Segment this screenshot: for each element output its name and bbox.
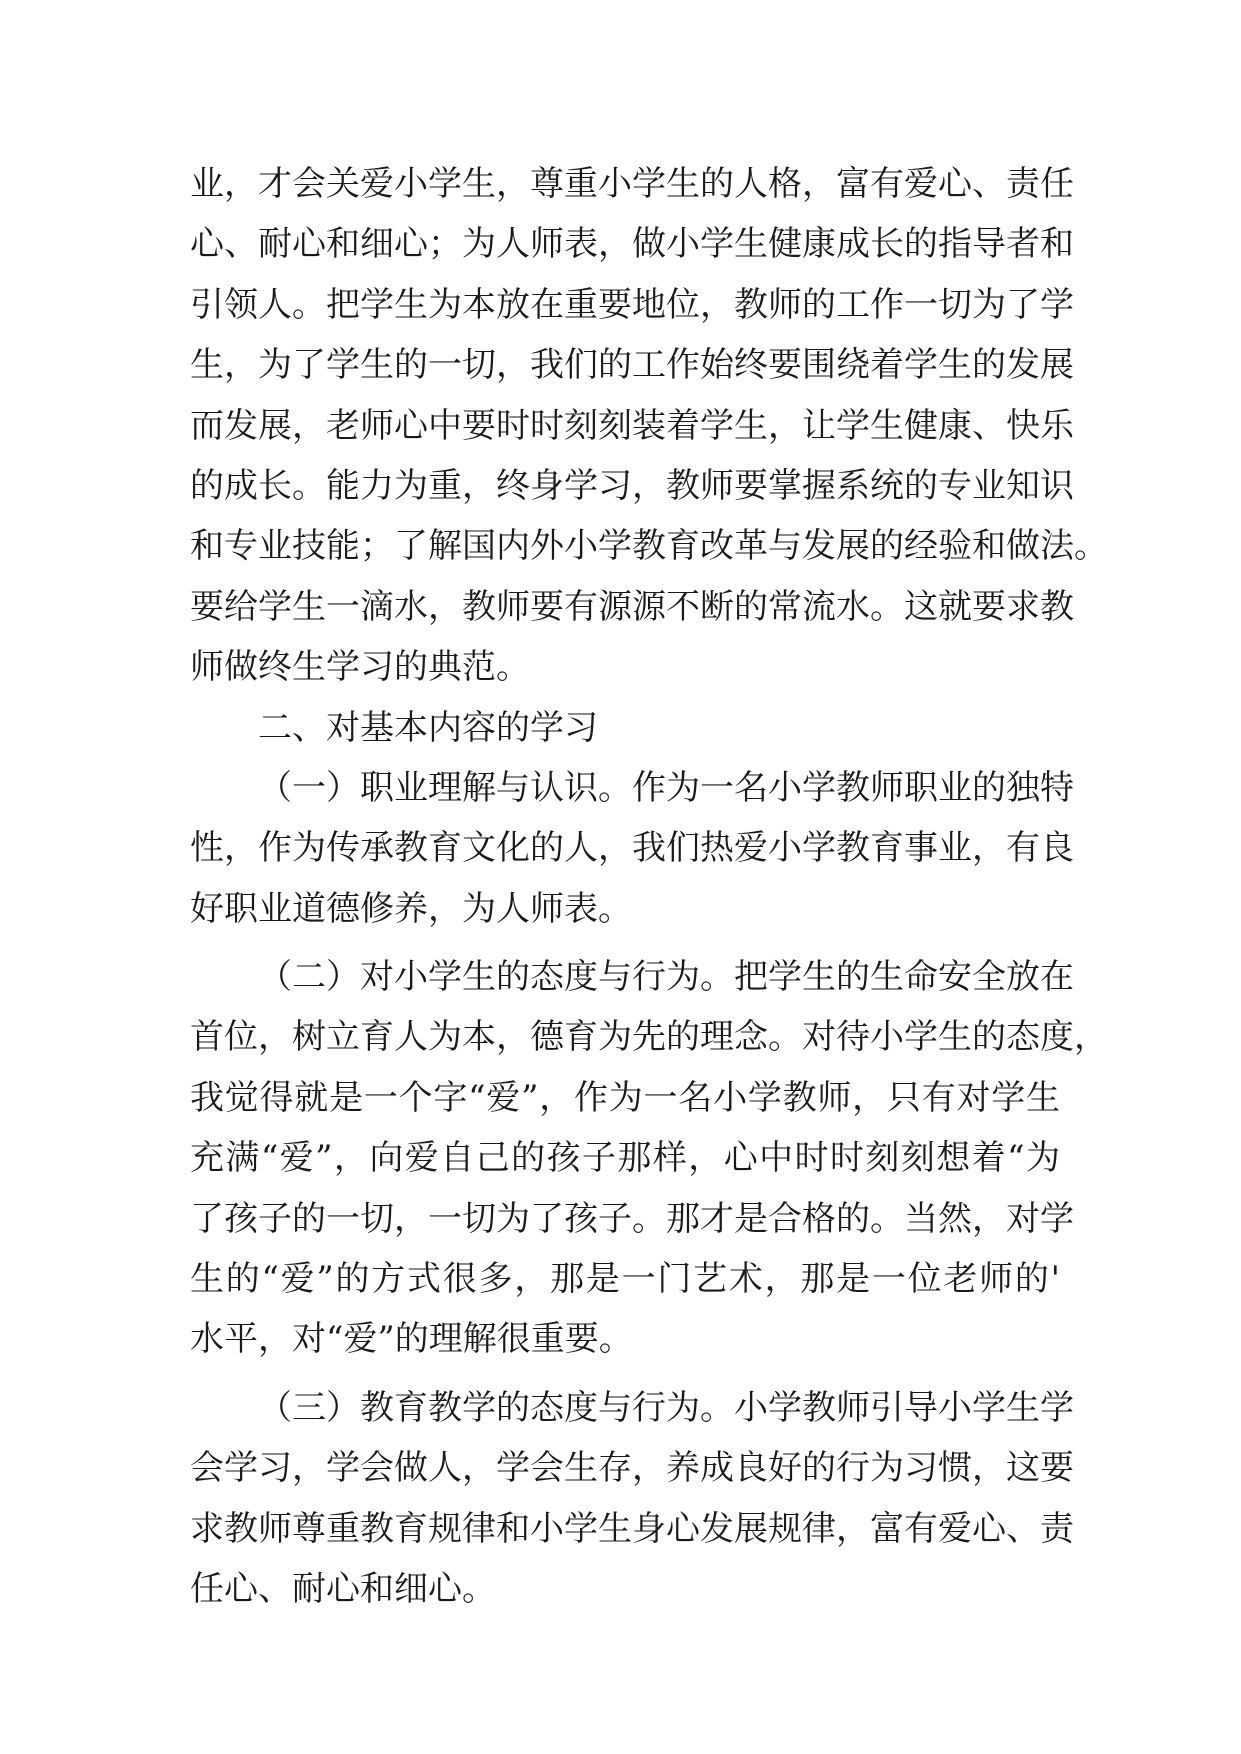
text-line: 而发展，老师心中要时时刻刻装着学生，让学生健康、快乐 — [190, 405, 1074, 446]
text-line: 首位，树立育人为本，德育为先的理念。对待小学生的态度， — [190, 1017, 1108, 1058]
text-line: 的成长。能力为重，终身学习，教师要掌握系统的专业知识 — [190, 465, 1074, 506]
text-line: 要给学生一滴水，教师要有源源不断的常流水。这就要求教 — [190, 586, 1074, 627]
text-line: 引领人。把学生为本放在重要地位，教师的工作一切为了学 — [190, 284, 1074, 325]
text-line: 我觉得就是一个字“爱”，作为一名小学教师，只有对学生 — [190, 1077, 1060, 1118]
text-line: 生的“爱”的方式很多，那是一门艺术，那是一位老师的' — [190, 1259, 1060, 1300]
text-line: 业，才会关爱小学生，尊重小学生的人格，富有爱心、责任 — [190, 164, 1074, 204]
text-line: 求教师尊重教育规律和小学生身心发展规律，富有爱心、责 — [190, 1508, 1074, 1549]
text-line: 充满“爱”，向爱自己的孩子那样，心中时时刻刻想着“为 — [190, 1138, 1060, 1179]
text-line: （二）对小学生的态度与行为。把学生的生命安全放在 — [258, 957, 1074, 998]
text-line: 性，作为传承教育文化的人，我们热爱小学教育事业，有良 — [190, 828, 1074, 869]
text-line: 心、耐心和细心；为人师表，做小学生健康成长的指导者和 — [190, 224, 1074, 265]
text-line: 水平，对“爱”的理解很重要。 — [190, 1319, 633, 1360]
text-line: 会学习，学会做人，学会生存，养成良好的行为习惯，这要 — [190, 1448, 1074, 1489]
text-line: 生，为了学生的一切，我们的工作始终要围绕着学生的发展 — [190, 345, 1074, 386]
body-text — [190, 154, 1108, 1619]
text-line: 了孩子的一切，一切为了孩子。那才是合格的。当然，对学 — [190, 1198, 1074, 1239]
text-line: 和专业技能；了解国内外小学教育改革与发展的经验和做法。 — [190, 526, 1108, 567]
text-line: 师做终生学习的典范。 — [190, 647, 530, 688]
text-line: 任心、耐心和细心。 — [190, 1568, 496, 1609]
text-line: （三）教育教学的态度与行为。小学教师引导小学生学 — [258, 1387, 1074, 1428]
text-line: （一）职业理解与认识。作为一名小学教师职业的独特 — [258, 767, 1074, 808]
section-heading: 二、对基本内容的学习 — [258, 707, 598, 748]
text-line: 好职业道德修养，为人师表。 — [190, 888, 632, 929]
